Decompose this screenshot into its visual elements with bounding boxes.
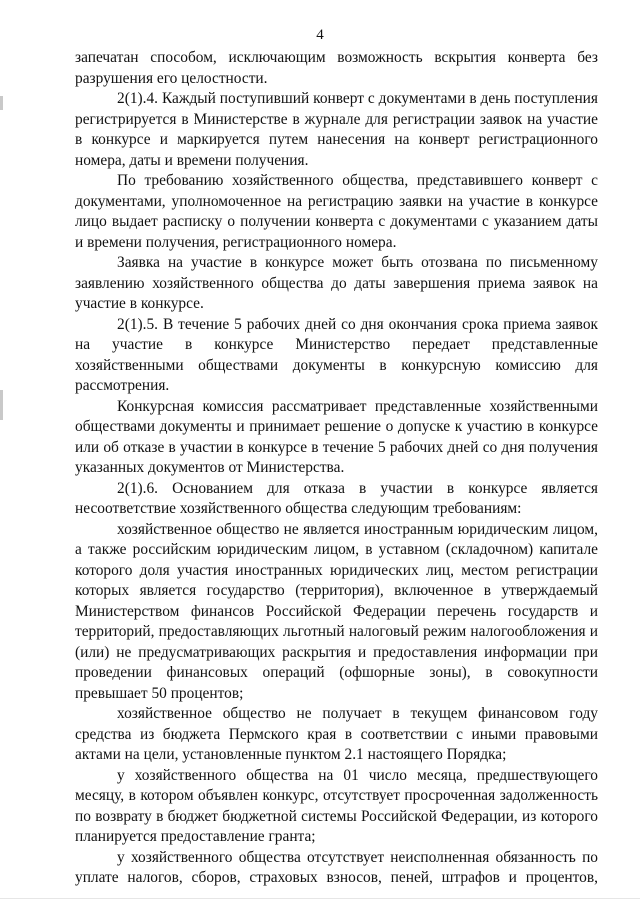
paragraph-requirement-budget: хозяйственное общество не получает в текущем финансовом году средства из бюджета Пермского края в соответствии с иными правовыми актами на цели, установленные пунктом 2.1 настоящего Порядка; — [75, 705, 598, 763]
document-body — [75, 48, 598, 889]
scan-bottom-rule — [0, 898, 640, 899]
paragraph-requirement-taxes: у хозяйственного общества отсутствует неисполненная обязанность по уплате налогов, сборов, страховых взносов, пеней, штрафов и процентов, — [75, 848, 598, 886]
paragraph-2-1-6: 2(1).6. Основанием для отказа в участии в конкурсе является несоответствие хозяйственного общества следующим требованиям: — [75, 479, 598, 517]
paragraph-envelope-sealed: запечатан способом, исключающим возможность вскрытия конверта без разрушения его целостности. — [75, 49, 598, 87]
page-number: 4 — [316, 27, 324, 43]
paragraph-2-1-4: 2(1).4. Каждый поступивший конверт с документами в день поступления регистрируется в Министерстве в журнале для регистрации заявок на участие в конкурсе и маркируется путем нанесения на конверт регистрационного номера, даты и времени получения. — [75, 90, 598, 169]
paragraph-requirement-debt: у хозяйственного общества на 01 число месяца, предшествующего месяцу, в котором объявлен конкурс, отсутствует просроченная задолженность по возврату в бюджет бюджетной системы Российской Федерации, из которого планируется предоставление гранта; — [75, 766, 598, 845]
paragraph-requirement-foreign: хозяйственное общество не является иностранным юридическим лицом, а также российским юридическим лицом, в уставном (складочном) капитале которого доля участия иностранных юридических лиц, местом регистрации которых является государство (территория), включенное в утверждаемый Министерством финансов Российской Федерации перечень государств и территорий, предоставляющих льготный налоговый режим налогообложения и (или) не предусматривающих раскрытия и предоставления информации при проведении финансовых операций (офшорные зоны), в совокупности превышает 50 процентов; — [75, 520, 598, 702]
paragraph-withdrawal: Заявка на участие в конкурсе может быть отозвана по письменному заявлению хозяйственного общества до даты завершения приема заявок на участие в конкурсе. — [75, 254, 598, 312]
paragraph-commission: Конкурсная комиссия рассматривает представленные хозяйственными обществами документы и принимает решение о допуске к участию в конкурсе или об отказе в участии в конкурсе в течение 5 рабочих дней со дня получения указанных документов от Министерства. — [75, 397, 598, 476]
scan-edge-mark — [0, 390, 3, 420]
paragraph-receipt: По требованию хозяйственного общества, представившего конверт с документами, уполномоченное на регистрацию заявки на участие в конкурсе лицо выдает расписку о получении конверта с документами с указанием даты и времени получения, регистрационного номера. — [75, 172, 598, 251]
paragraph-2-1-5: 2(1).5. В течение 5 рабочих дней со дня окончания срока приема заявок на участие в конкурсе Министерство передает представленные хозяйственными обществами документы в конкурсную комиссию для рассмотрения. — [75, 315, 598, 394]
scan-edge-mark — [0, 96, 3, 110]
